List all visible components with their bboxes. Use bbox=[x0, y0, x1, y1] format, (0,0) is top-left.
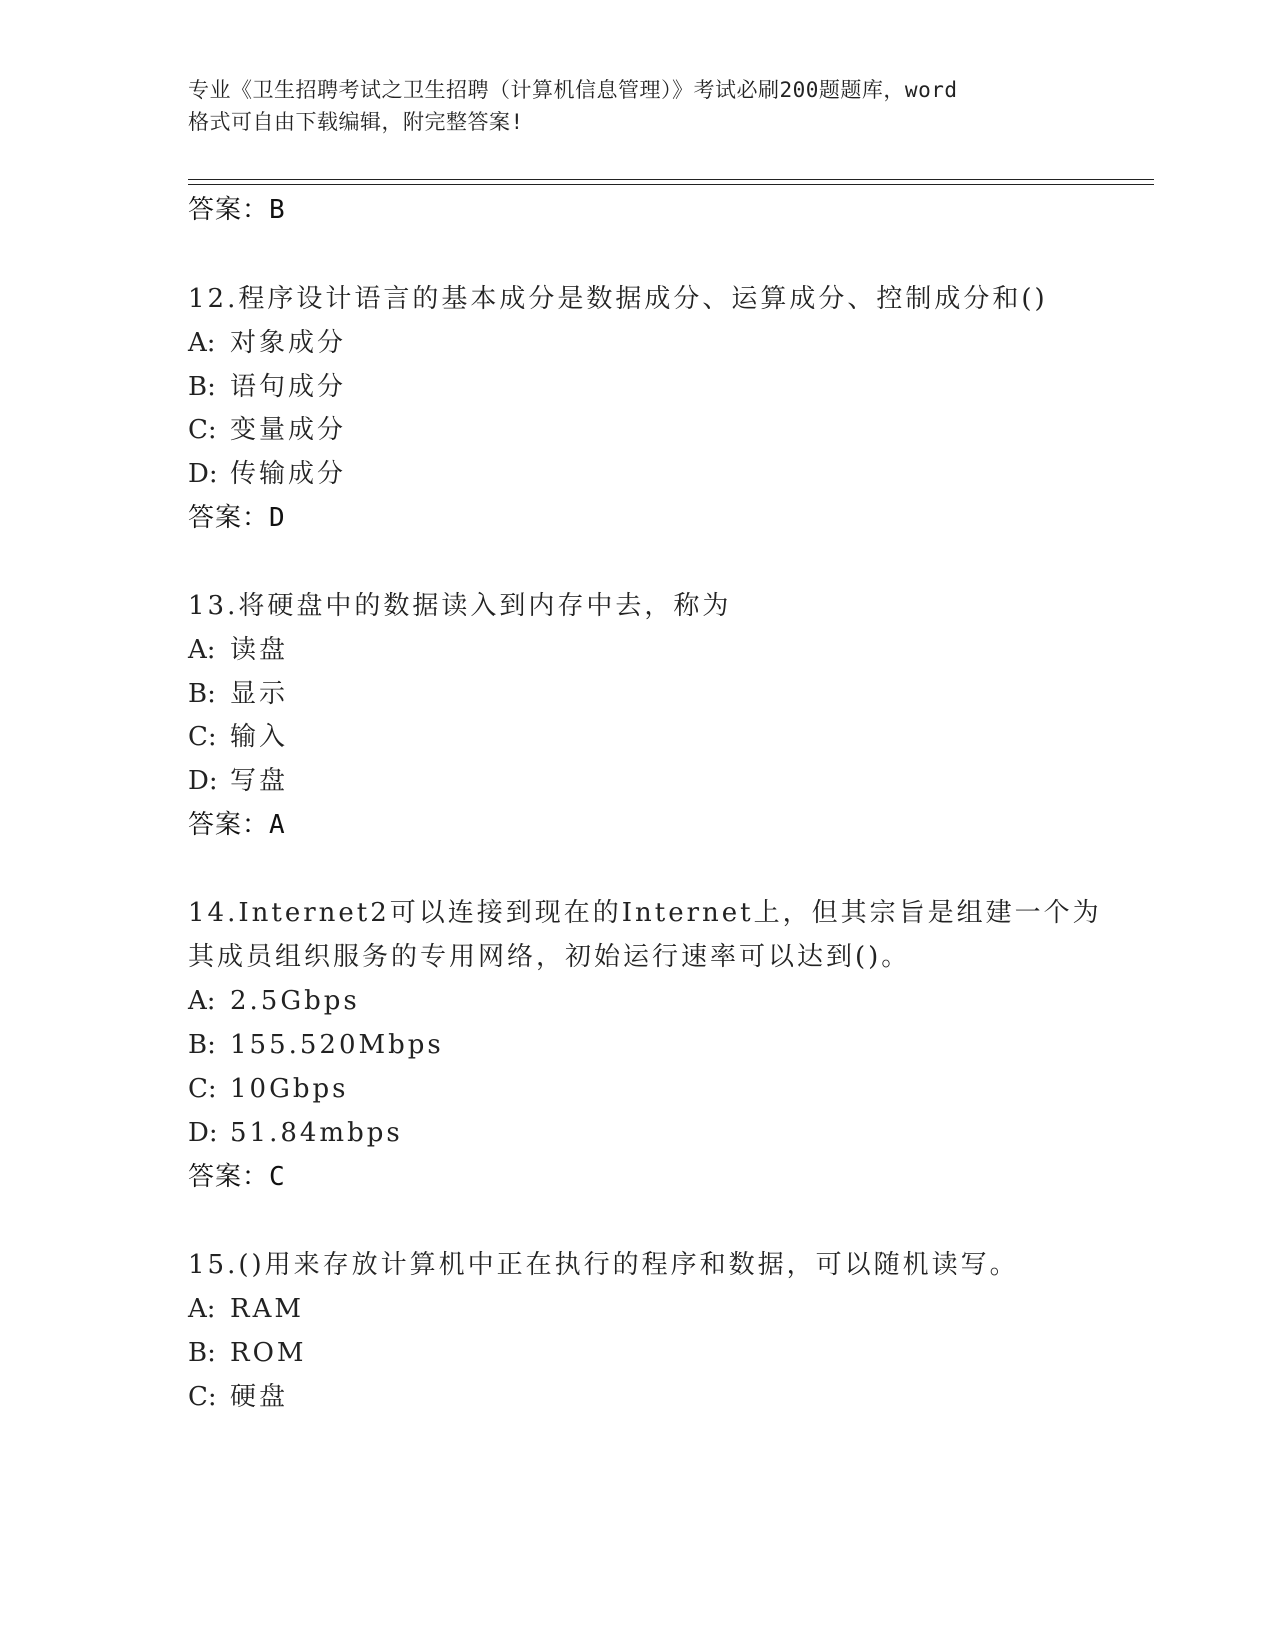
previous-answer: 答案：B bbox=[188, 195, 286, 225]
option-text: 传输成分 bbox=[230, 459, 347, 489]
option-label: D: bbox=[188, 1118, 218, 1148]
question-12-option-d bbox=[188, 458, 346, 490]
question-13-stem: 13.将硬盘中的数据读入到内存中去，称为 bbox=[188, 591, 732, 621]
question-14-option-b bbox=[188, 1029, 444, 1061]
option-label: D: bbox=[188, 766, 218, 796]
question-15-stem: 15.()用来存放计算机中正在执行的程序和数据，可以随机读写。 bbox=[188, 1250, 1019, 1280]
option-label: C: bbox=[188, 415, 217, 445]
option-text: 语句成分 bbox=[230, 372, 347, 402]
option-text: 变量成分 bbox=[230, 415, 347, 445]
question-15-option-a bbox=[188, 1293, 304, 1325]
option-label: D: bbox=[188, 459, 218, 489]
question-14-option-a bbox=[188, 985, 360, 1017]
question-12-stem: 12.程序设计语言的基本成分是数据成分、运算成分、控制成分和() bbox=[188, 284, 1048, 314]
option-text: 显示 bbox=[230, 679, 289, 709]
option-label: A: bbox=[188, 986, 216, 1016]
question-13-option-c bbox=[188, 721, 288, 753]
option-text: 155.520Mbps bbox=[230, 1030, 444, 1060]
question-15-option-c bbox=[188, 1381, 288, 1413]
question-14-answer: 答案：C bbox=[188, 1162, 286, 1192]
question-12-option-b bbox=[188, 371, 346, 403]
option-text: 10Gbps bbox=[230, 1074, 349, 1104]
header-title-line-1: 专业《卫生招聘考试之卫生招聘（计算机信息管理）》考试必刷200题题库，word bbox=[188, 78, 958, 102]
option-text: 输入 bbox=[230, 722, 289, 752]
question-13-option-d bbox=[188, 765, 288, 797]
option-label: B: bbox=[188, 679, 216, 709]
question-14-option-c bbox=[188, 1073, 348, 1105]
option-label: A: bbox=[188, 328, 216, 358]
question-12-option-c bbox=[188, 414, 346, 446]
option-label: C: bbox=[188, 722, 217, 752]
question-12-answer: 答案：D bbox=[188, 503, 286, 533]
option-label: C: bbox=[188, 1382, 217, 1412]
question-14-option-d bbox=[188, 1117, 403, 1149]
option-text: RAM bbox=[230, 1294, 304, 1324]
option-text: ROM bbox=[230, 1338, 307, 1368]
question-13-option-a bbox=[188, 634, 288, 666]
option-label: B: bbox=[188, 372, 216, 402]
question-14-stem-line-1: 14.Internet2可以连接到现在的Internet上，但其宗旨是组建一个为 bbox=[188, 898, 1102, 928]
option-text: 硬盘 bbox=[230, 1382, 289, 1412]
option-label: B: bbox=[188, 1338, 216, 1368]
option-text: 51.84mbps bbox=[230, 1118, 403, 1148]
document-header bbox=[188, 74, 1088, 138]
option-text: 写盘 bbox=[230, 766, 289, 796]
question-13-option-b bbox=[188, 678, 288, 710]
header-title-line-2: 格式可自由下载编辑，附完整答案! bbox=[188, 110, 524, 134]
option-label: A: bbox=[188, 635, 216, 665]
option-label: A: bbox=[188, 1294, 216, 1324]
question-14-stem-line-2: 其成员组织服务的专用网络，初始运行速率可以达到()。 bbox=[188, 942, 911, 972]
question-13-answer: 答案：A bbox=[188, 810, 286, 840]
question-12-option-a bbox=[188, 327, 346, 359]
header-divider-bottom bbox=[188, 184, 1154, 185]
option-text: 对象成分 bbox=[230, 328, 347, 358]
header-divider-top bbox=[188, 179, 1154, 180]
option-text: 读盘 bbox=[230, 635, 289, 665]
option-label: B: bbox=[188, 1030, 216, 1060]
option-label: C: bbox=[188, 1074, 217, 1104]
option-text: 2.5Gbps bbox=[230, 986, 360, 1016]
question-15-option-b bbox=[188, 1337, 307, 1369]
